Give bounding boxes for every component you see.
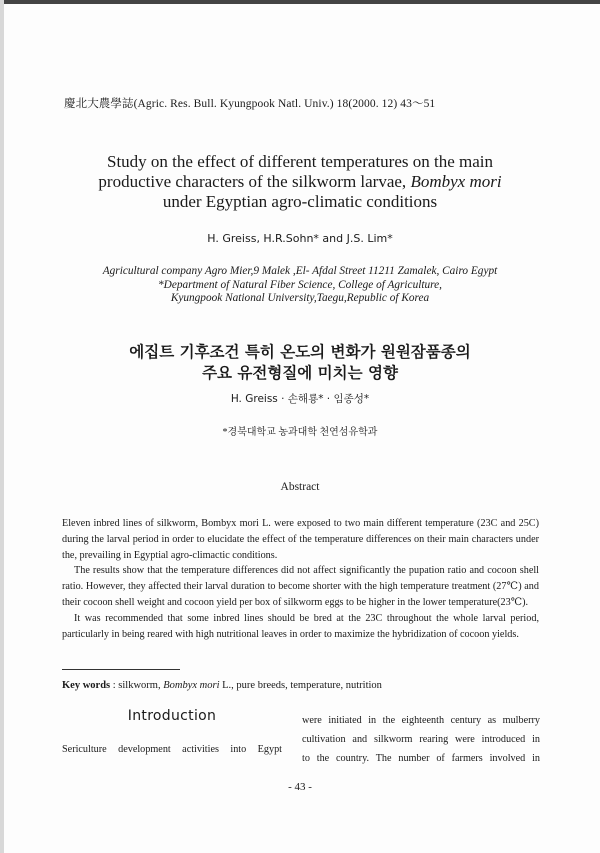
introduction-heading: Introduction — [127, 708, 217, 724]
korean-title-line-1: 에집트 기후조건 특히 온도의 변화가 원원잠품종의 — [129, 343, 471, 361]
abstract-paragraph-2: The results show that the temperature differences did not affect significantly the pupation ratio and cocoon shell ratio. However, they affected their larval duration to become shorter with the high temperature treatment (27℃) and their cocoon shell weight and cocoon yield per box of silkworm eggs to be higher in the lower temperature(23℃). — [62, 565, 539, 608]
authors: H. Greiss, H.R.Sohn* and J.S. Lim* — [207, 232, 393, 245]
affiliation-line-1: Agricultural company Agro Mier,9 Malek ,El- Afdal Street 11211 Zamalek, Cairo Egypt — [102, 265, 498, 277]
species-name: Bombyx mori — [410, 172, 502, 191]
section-divider — [62, 669, 180, 670]
page-number: - 43 - — [288, 781, 312, 793]
abstract-paragraph-1: Eleven inbred lines of silkworm, Bombyx mori L. were exposed to two main different temperature (23C and 25C) during the larval period in order to elucidate the effect of the temperature differences on their main characters under the, prevailing in Egyptial agro-climactic conditions. — [62, 518, 539, 561]
intro-right-line: to the country. The number of farmers involved in — [302, 753, 540, 764]
paper-title — [60, 152, 540, 212]
korean-affiliation: *경북대학교 농과대학 천연섬유학과 — [222, 427, 378, 438]
keywords: Key words : silkworm, Bombyx mori L., pure breeds, temperature, nutrition — [62, 680, 382, 691]
intro-right-line: cultivation and silkworm rearing were introduced in — [302, 734, 540, 745]
korean-authors: H. Greiss · 손해룡* · 임종성* — [230, 393, 370, 405]
affiliations — [40, 265, 560, 306]
korean-title-line-2: 주요 유전형질에 미치는 영향 — [202, 364, 398, 382]
intro-right-line: were initiated in the eighteenth century as mulberry — [302, 715, 540, 726]
intro-left-column: Sericulture development activities into Egypt — [62, 744, 282, 755]
affiliation-line-2: *Department of Natural Fiber Science, College of Agriculture, — [158, 278, 442, 291]
title-line-2: productive characters of the silkworm larvae, Bombyx mori — [98, 172, 502, 191]
intro-right-column — [302, 711, 540, 768]
abstract-body — [62, 516, 539, 642]
abstract-heading: Abstract — [280, 481, 320, 493]
keywords-label: Key words — [62, 680, 111, 691]
korean-title — [0, 342, 600, 384]
scan-top-edge — [0, 0, 600, 4]
journal-citation: 慶北大農學誌(Agric. Res. Bull. Kyungpook Natl. Univ.) 18(2000. 12) 43～51 — [64, 98, 436, 110]
affiliation-line-3: Kyungpook National University,Taegu,Republic of Korea — [170, 292, 430, 304]
title-line-1: Study on the effect of different temperatures on the main — [107, 152, 493, 171]
keyword-species: Bombyx mori — [163, 680, 220, 691]
abstract-paragraph-3: It was recommended that some inbred lines should be bred at the 23C throughout the whole larval period, particularly in being reared with high nutritional leaves in order to maximize the hybridization of cocoon yields. — [62, 612, 539, 640]
title-line-3: under Egyptian agro-climatic conditions — [162, 192, 438, 211]
